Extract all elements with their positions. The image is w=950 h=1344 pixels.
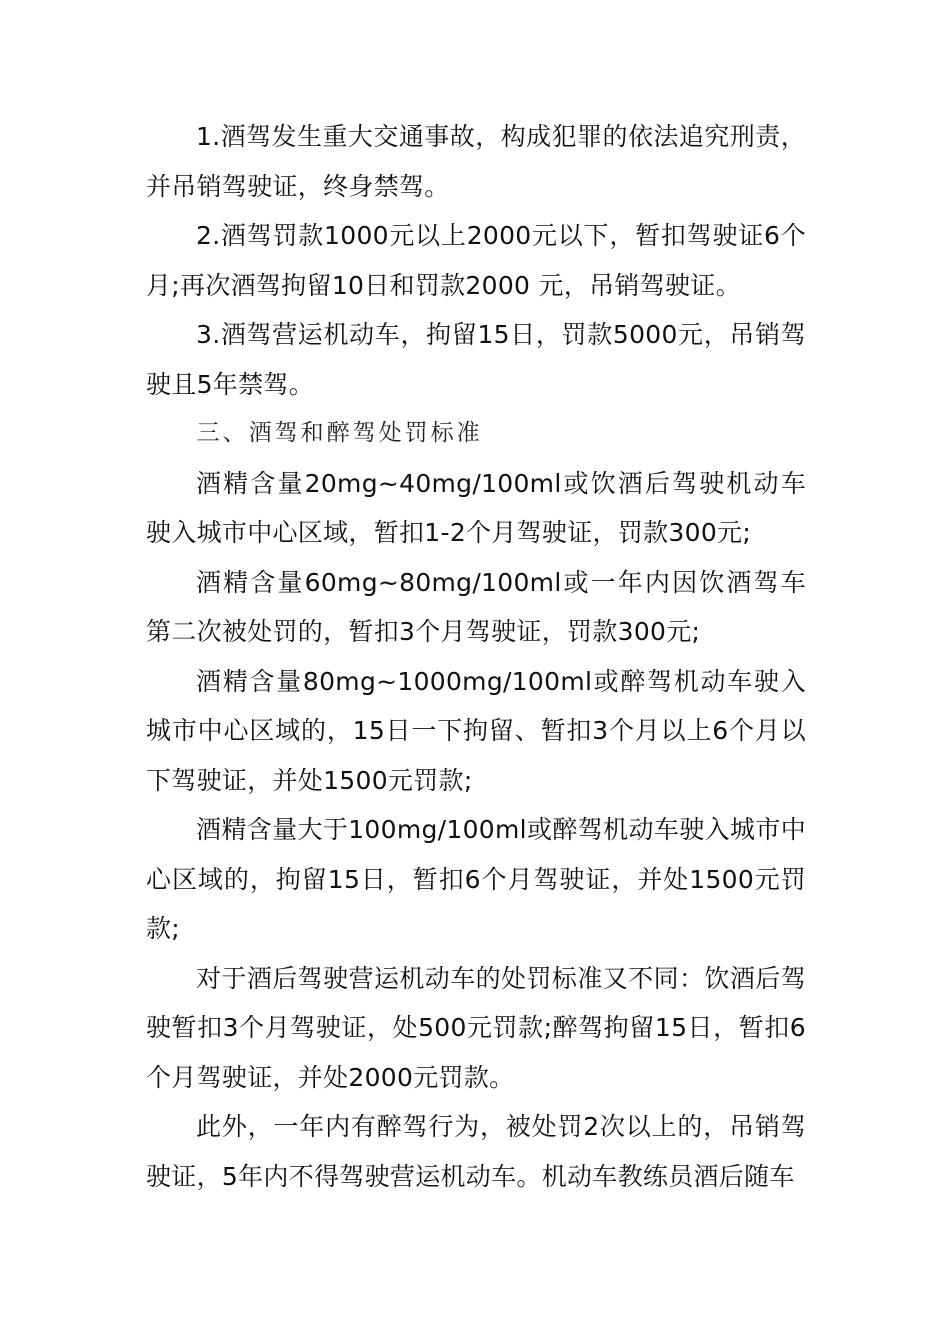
- paragraph-penalty-2: 2.酒驾罚款1000元以上2000元以下，暂扣驾驶证6个月;再次酒驾拘留10日和罚款2000 元，吊销驾驶证。: [146, 221, 806, 300]
- paragraph-standard-4: 酒精含量大于100mg/100ml或醉驾机动车驶入城市中心区域的，拘留15日，暂扣6个月驾驶证，并处1500元罚款;: [146, 815, 806, 943]
- document-body: [146, 112, 806, 1201]
- paragraph-standard-1: 酒精含量20mg~40mg/100ml或饮酒后驾驶机动车驶入城市中心区域，暂扣1-2个月驾驶证，罚款300元;: [146, 468, 806, 547]
- paragraph-penalty-3: 3.酒驾营运机动车，拘留15日，罚款5000元，吊销驾驶且5年禁驾。: [146, 320, 806, 399]
- paragraph-additional: 此外，一年内有醉驾行为，被处罚2次以上的，吊销驾驶证，5年内不得驾驶营运机动车。机动车教练员酒后随车: [146, 1112, 806, 1191]
- section-heading: 三、酒驾和醉驾处罚标准: [196, 420, 483, 446]
- paragraph-standard-3: 酒精含量80mg~1000mg/100ml或醉驾机动车驶入城市中心区域的，15日一下拘留、暂扣3个月以上6个月以下驾驶证，并处1500元罚款;: [146, 666, 806, 795]
- paragraph-commercial-vehicle: 对于酒后驾驶营运机动车的处罚标准又不同：饮酒后驾驶暂扣3个月驾驶证，处500元罚款;醉驾拘留15日，暂扣6个月驾驶证，并处2000元罚款。: [146, 963, 806, 1092]
- paragraph-penalty-1: 1.酒驾发生重大交通事故，构成犯罪的依法追究刑责，并吊销驾驶证，终身禁驾。: [146, 122, 806, 201]
- paragraph-standard-2: 酒精含量60mg~80mg/100ml或一年内因饮酒驾车第二次被处罚的，暂扣3个月驾驶证，罚款300元;: [146, 567, 806, 646]
